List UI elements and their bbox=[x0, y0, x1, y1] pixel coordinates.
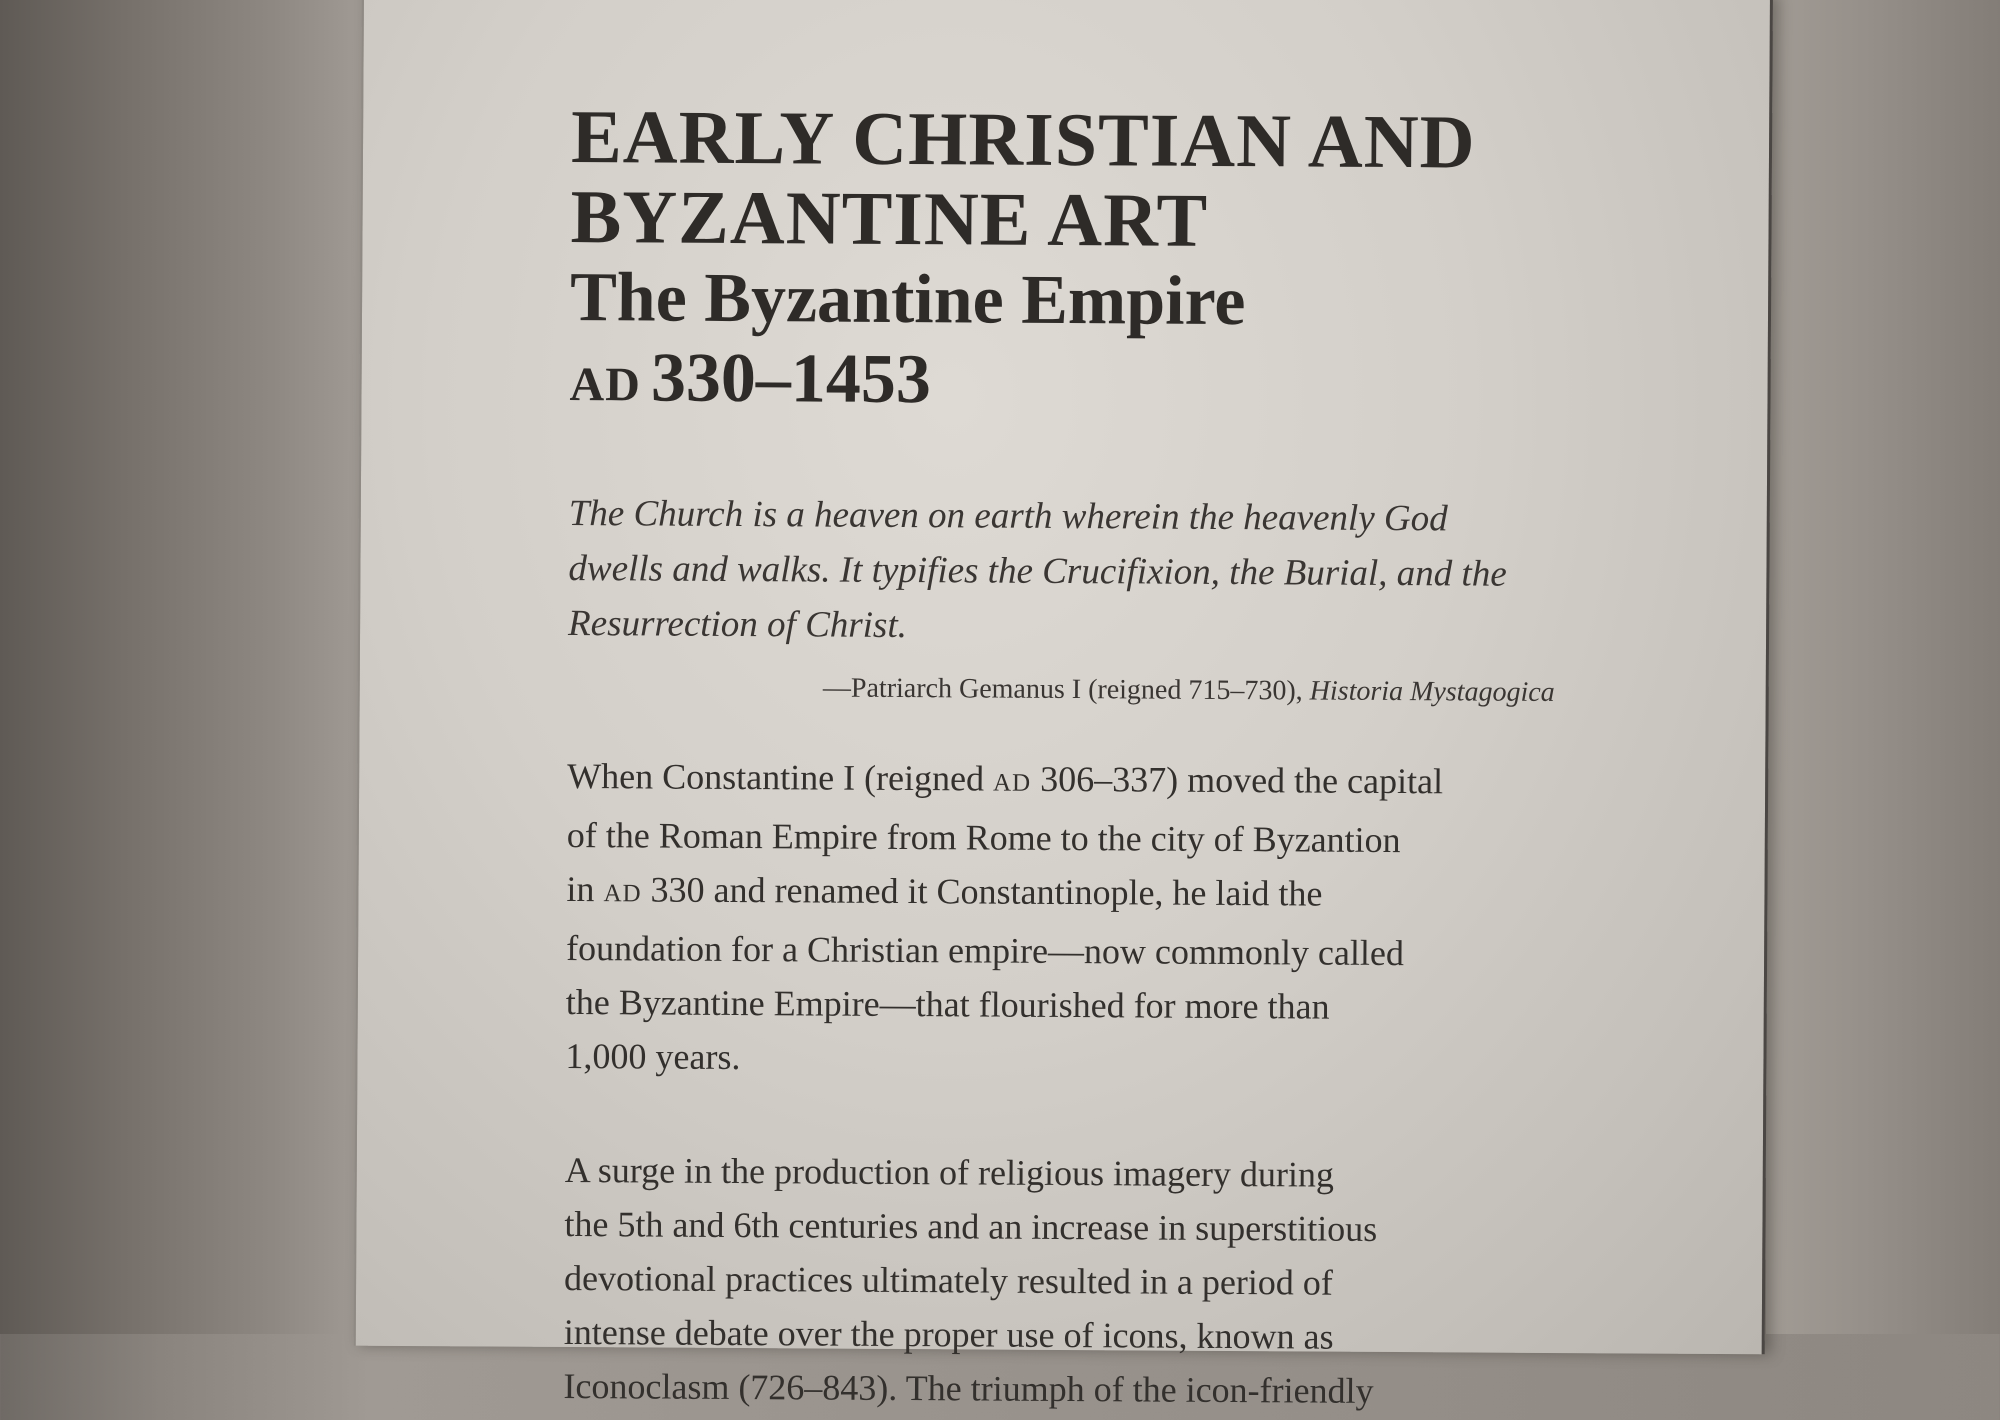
panel-heading bbox=[569, 94, 1651, 431]
era-abbreviation: AD bbox=[992, 769, 1032, 797]
paragraph-line: foundation for a Christian empire—now commonly called bbox=[566, 927, 1405, 974]
text-run: 330 and renamed it Constantinople, he laid the bbox=[641, 869, 1323, 914]
text-run: 306–337) moved the capital bbox=[1031, 758, 1444, 802]
gallery-wall-right bbox=[1766, 0, 2000, 1334]
paragraph-line: of the Roman Empire from Rome to the city of Byzantion bbox=[566, 814, 1401, 861]
paragraph-line bbox=[566, 862, 1646, 928]
wall-text-panel bbox=[354, 0, 1773, 1411]
paragraph-line bbox=[567, 749, 1647, 815]
paragraph-line: the Byzantine Empire—that flourished for more than bbox=[565, 981, 1330, 1027]
attribution-author: —Patriarch Gemanus I (reigned 715–730), bbox=[822, 672, 1310, 707]
quote-line: dwells and walks. It typifies the Crucifixion, the Burial, and the bbox=[568, 547, 1507, 595]
paragraph-line: devotional practices ultimately resulted in a period of bbox=[564, 1257, 1333, 1303]
paragraph-line: intense debate over the proper use of icons, known as bbox=[563, 1311, 1334, 1357]
paragraph-line: A surge in the production of religious imagery during bbox=[564, 1149, 1335, 1195]
gallery-wall-left bbox=[0, 0, 370, 1334]
paragraph-line-cut-off: Iconoclasm (726–843). The triumph of the icon-friendly bbox=[563, 1365, 1374, 1411]
date-range bbox=[569, 339, 1649, 431]
panel-content bbox=[563, 94, 1651, 1411]
title-line-2: BYZANTINE ART bbox=[570, 174, 1209, 263]
quote-attribution bbox=[568, 669, 1555, 711]
era-abbreviation: AD bbox=[603, 880, 642, 908]
text-run: When Constantine I (reigned bbox=[567, 755, 994, 799]
quote-line: The Church is a heaven on earth wherein the heavenly God bbox=[568, 492, 1448, 540]
date-years: 330–1453 bbox=[650, 339, 932, 419]
epigraph-quote bbox=[568, 486, 1569, 657]
attribution-work: Historia Mystagogica bbox=[1309, 675, 1555, 708]
date-era: AD bbox=[569, 357, 642, 412]
title-line-1: EARLY CHRISTIAN AND bbox=[570, 94, 1476, 185]
subtitle: The Byzantine Empire bbox=[569, 258, 1246, 341]
paragraph-line: the 5th and 6th centuries and an increase in superstitious bbox=[564, 1203, 1378, 1249]
text-run: in bbox=[566, 868, 604, 910]
quote-line: Resurrection of Christ. bbox=[567, 602, 908, 647]
body-paragraph-1 bbox=[565, 749, 1647, 1090]
paragraph-line: 1,000 years. bbox=[565, 1035, 741, 1078]
body-paragraph-2 bbox=[563, 1143, 1645, 1411]
